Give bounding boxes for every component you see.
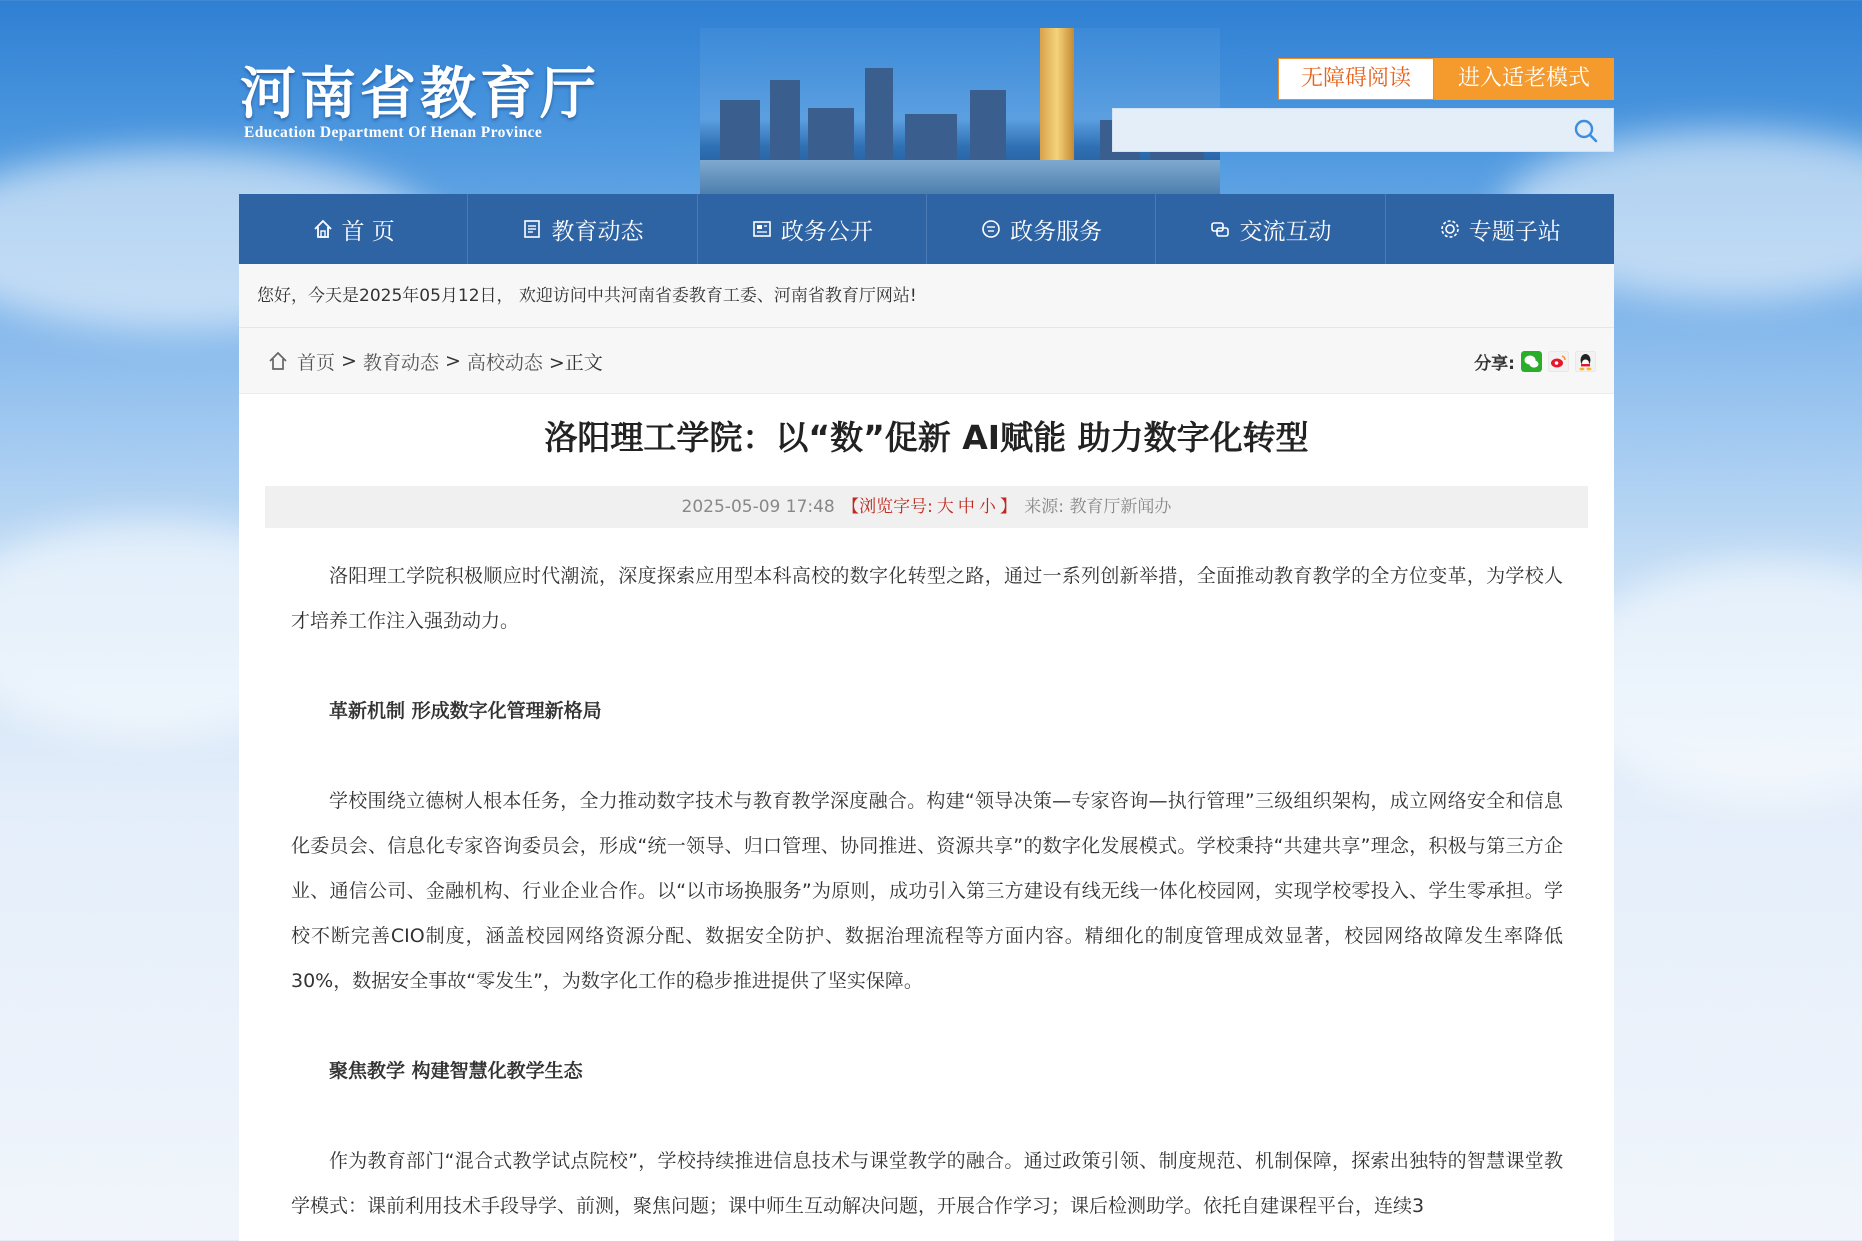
content-panel: [239, 264, 1614, 1241]
weibo-icon[interactable]: [1548, 351, 1569, 372]
source-label: 来源:: [1024, 497, 1065, 517]
nav-item-label: 交流互动: [1239, 218, 1332, 245]
publish-date: 2025-05-09 17:48: [681, 497, 835, 517]
article-body: [291, 554, 1563, 1229]
nav-item-label: 专题子站: [1468, 218, 1561, 245]
share-label: 分享:: [1474, 353, 1515, 374]
breadcrumb-separator: >: [341, 350, 357, 372]
article-paragraph: 洛阳理工学院积极顺应时代潮流，深度探索应用型本科高校的数字化转型之路，通过一系列创新举措，全面推动教育教学的全方位变革，为学校人才培养工作注入强劲动力。: [291, 565, 1563, 632]
font-size-medium-button[interactable]: 中: [957, 497, 975, 517]
nav-item-label: 政务公开: [780, 218, 873, 245]
search-box: [1112, 108, 1614, 152]
article-paragraph: 学校围绕立德树人根本任务，全力推动数字技术与教育教学深度融合。构建“领导决策—专家咨询—执行管理”三级组织架构，成立网络安全和信息化委员会、信息化专家咨询委员会，形成“统一领导、归口管理、协同推进、资源共享”的数字化发展模式。学校秉持“共建共享”理念，积极与第三方企业、通信公司、金融机构、行业企业合作。以“以市场换服务”为原则，成功引入第三方建设有线无线一体化校园网，实现学校零投入、学生零承担。学校不断完善CIO制度，涵盖校园网络资源分配、数据安全防护、数据治理流程等方面内容。精细化的制度管理成效显著，校园网络故障发生率降低30%，数据安全事故“零发生”，为数字化工作的稳步推进提供了坚实保障。: [291, 790, 1563, 992]
home-icon: [267, 350, 289, 372]
font-size-small-button[interactable]: 小: [978, 497, 996, 517]
font-size-label-close: 】: [999, 497, 1017, 517]
nav-item-government-services[interactable]: [927, 194, 1156, 264]
article-paragraph: 作为教育部门“混合式教学试点院校”，学校持续推进信息技术与课堂教学的融合。通过政策引领、制度规范、机制保障，探索出独特的智慧课堂教学模式：课前利用技术手段导学、前测，聚焦问题；课中师生互动解决问题，开展合作学习；课后检测助学。依托自建课程平台，连续3: [291, 1150, 1563, 1217]
search-icon[interactable]: [1573, 118, 1599, 144]
elder-mode-button[interactable]: 进入适老模式: [1434, 58, 1614, 100]
breadcrumb: [267, 328, 603, 394]
breadcrumb-current: >正文: [548, 351, 603, 374]
welcome-message: 您好，今天是2025年05月12日， 欢迎访问中共河南省委教育工委、河南省教育厅网站!: [239, 264, 1614, 328]
site-logo[interactable]: 河南省教育厅: [240, 61, 600, 127]
interaction-icon: [1209, 218, 1231, 240]
search-input[interactable]: [1113, 109, 1577, 151]
breadcrumb-home-link[interactable]: 首页: [297, 351, 336, 374]
nav-item-home[interactable]: [239, 194, 468, 264]
main-nav: [239, 194, 1614, 264]
nav-item-label: 首 页: [341, 218, 395, 245]
nav-item-label: 教育动态: [551, 218, 644, 245]
article-title: 洛阳理工学院：以“数”促新 AI赋能 助力数字化转型: [544, 418, 1309, 457]
font-size-label-open: 【浏览字号:: [842, 497, 933, 517]
wechat-icon[interactable]: [1521, 351, 1542, 372]
article-meta: [265, 486, 1588, 528]
home-icon: [312, 218, 334, 240]
font-size-controls: [840, 497, 1019, 517]
nav-item-interaction[interactable]: [1156, 194, 1385, 264]
breadcrumb-education-news-link[interactable]: 教育动态: [362, 351, 439, 374]
site-logo-english: Education Department Of Henan Province: [244, 124, 543, 141]
share-bar: [1474, 328, 1596, 394]
gov-service-icon: [980, 218, 1002, 240]
article-subheading: 聚焦教学 构建智慧化教学生态: [329, 1060, 583, 1082]
accessible-reading-button[interactable]: 无障碍阅读: [1278, 58, 1434, 100]
nav-item-education-news[interactable]: [468, 194, 697, 264]
breadcrumb-university-news-link[interactable]: 高校动态: [466, 351, 543, 374]
nav-item-government-affairs[interactable]: [698, 194, 927, 264]
article-subheading: 革新机制 形成数字化管理新格局: [329, 700, 602, 722]
qq-icon[interactable]: [1575, 351, 1596, 372]
article-source: 教育厅新闻办: [1069, 497, 1172, 517]
nav-item-label: 政务服务: [1010, 218, 1103, 245]
document-icon: [521, 218, 543, 240]
newspaper-icon: [751, 218, 773, 240]
font-size-large-button[interactable]: 大: [936, 497, 954, 517]
breadcrumb-separator: >: [444, 350, 461, 372]
gear-icon: [1439, 218, 1461, 240]
breadcrumb-bar: [239, 328, 1614, 394]
nav-item-special-topics[interactable]: [1386, 194, 1614, 264]
